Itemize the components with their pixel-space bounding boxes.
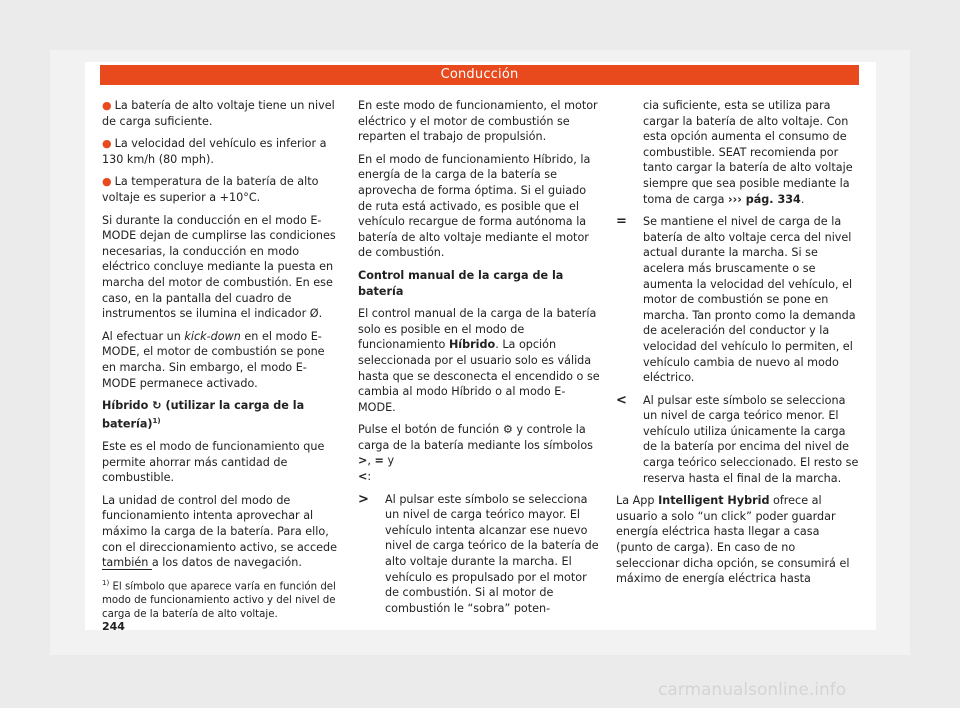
- paragraph: La unidad de control del modo de funcionamiento intenta aprovechar al máximo la carga de la batería. Para ello, con el direccionamiento activo, se accede también a los datos de navegación.: [102, 493, 337, 570]
- chevron-right-icon: >: [358, 491, 369, 507]
- chevron-right-icon: >: [358, 454, 368, 468]
- equals-icon: =: [374, 454, 384, 468]
- bullet-dot-icon: ●: [102, 137, 112, 151]
- bullet-item: ● La temperatura de la batería de alto voltaje es superior a +10°C.: [102, 175, 319, 204]
- chevron-left-icon: <: [358, 470, 368, 484]
- footnote-divider: [102, 569, 152, 570]
- paragraph: Si durante la conducción en el modo E-MODE dejan de cumplirse las condiciones necesarias, la conducción en modo eléctrico concluye mediante la puesta en marcha del motor de combustión. En ese caso, en la pantalla del cuadro de instrumentos se ilumina el indicador Ø.: [102, 213, 336, 321]
- paragraph: Este es el modo de funcionamiento que permite ahorrar más cantidad de combustible.: [102, 440, 325, 485]
- gear-icon: ⚙: [502, 423, 513, 437]
- watermark-text: carmanualsonline.info: [658, 680, 847, 700]
- footnote: $^{1)}$ El símbolo que aparece varía en función del modo de funcionamiento activo y del nivel de carga de la batería de alto voltaje.: [102, 579, 336, 621]
- paragraph: El control manual de la carga de la batería solo es posible en el modo de funcionamiento Híbrido. La opción seleccionada por el usuario solo es válida hasta que se desconecta el encendido o se cambia al modo Híbrido o al modo E-MODE.: [358, 307, 600, 414]
- paragraph: En este modo de funcionamiento, el motor eléctrico y el motor de combustión se reparten el trabajo de propulsión.: [358, 99, 598, 144]
- page-number: 244: [102, 620, 125, 633]
- subheading-hybrid: Híbrido ↻ (utilizar la carga de la batería)$^{1)}$: [102, 399, 305, 431]
- page-reference: ››› pág. 334: [728, 192, 801, 206]
- column-1: [102, 98, 340, 578]
- indicator-icon: Ø: [309, 307, 319, 321]
- section-header: [100, 65, 859, 85]
- section-title: Conducción: [440, 67, 519, 82]
- bullet-dot-icon: ●: [102, 175, 112, 189]
- paragraph: En el modo de funcionamiento Híbrido, la energía de la carga de la batería se aprovecha de forma óptima. Si el guiado de ruta está activado, es posible que el vehículo recargue de forma autónoma la batería de alto voltaje mediante el motor de combustión.: [358, 152, 591, 260]
- bullet-item: ● La velocidad del vehículo es inferior a 130 km/h (80 mph).: [102, 137, 327, 166]
- chevron-left-icon: <: [616, 392, 627, 408]
- paragraph: La App Intelligent Hybrid ofrece al usuario a solo “un click” poder guardar energía eléctrica hasta llegar a casa (punto de carga). En caso de no seleccionar dicha opción, se consumirá el máximo de energía eléctrica hasta: [616, 494, 850, 586]
- footnote-ref: 1): [152, 416, 161, 425]
- subheading-manual-control: Control manual de la carga de la batería: [358, 268, 564, 298]
- column-3: [616, 98, 859, 594]
- equals-icon: =: [616, 214, 627, 230]
- list-item-maintain: = Se mantiene el nivel de carga de la batería de alto voltaje cerca del nivel actual durante la marcha. Si se acelera más bruscamente o se aumenta la velocidad del vehículo, el motor de combustión se pone en marcha. Tan pronto como la demanda de aceleración del conductor y la velocidad del vehículo lo permiten, el vehículo cambia de nuevo al modo eléctrico.: [616, 214, 856, 385]
- list-item-decrease: < Al pulsar este símbolo se selecciona un nivel de carga teórico menor. El vehículo utiliza únicamente la carga de la batería por encima del nivel de carga teórico seleccionado. El resto se reserva hasta el final de la marcha.: [616, 392, 859, 485]
- hybrid-mode-icon: ↻: [152, 399, 162, 413]
- list-item-increase: > Al pulsar este símbolo se selecciona un nivel de carga teórico mayor. El vehículo intenta alcanzar ese nuevo nivel de carga teórico de la batería de alto voltaje durante la marcha. El vehículo es propulsado por el motor de combustión. Si al motor de combustión le “sobra” poten-: [358, 491, 599, 615]
- paragraph: Al efectuar un kick-down en el modo E-MODE, el motor de combustión se pone en marcha. Sin embargo, el modo E-MODE permanece activado.: [102, 329, 325, 390]
- list-item-continuation: cia suficiente, esta se utiliza para cargar la batería de alto voltaje. Con esta opción aumenta el consumo de combustible. SEAT recomienda por tanto cargar la batería de alto voltaje siempre que sea posible mediante la toma de carga ››› pág. 334.: [643, 99, 853, 206]
- bullet-dot-icon: ●: [102, 99, 112, 112]
- bullet-item: ● La batería de alto voltaje tiene un nivel de carga suficiente.: [102, 99, 335, 128]
- paragraph: Pulse el botón de función ⚙ y controle la carga de la batería mediante los símbolos >, = y <:: [358, 423, 593, 484]
- column-2: [358, 98, 600, 623]
